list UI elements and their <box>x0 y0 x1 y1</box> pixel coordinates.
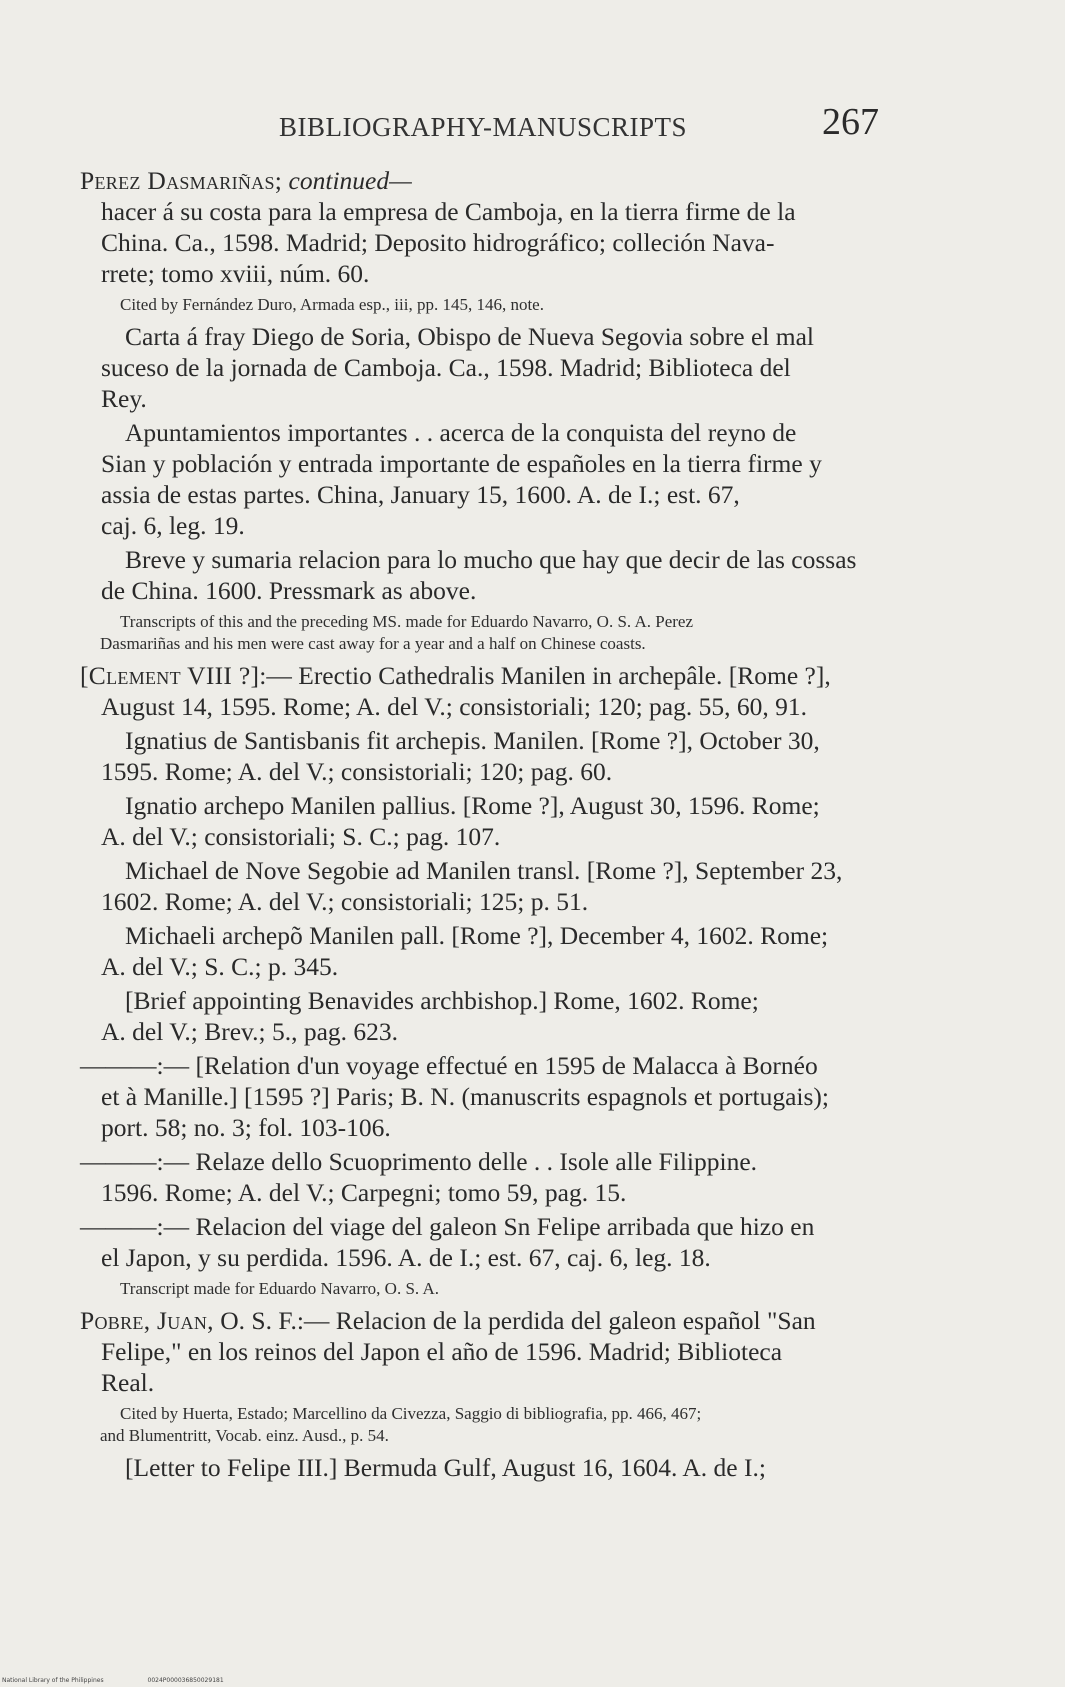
entry-michael <box>80 855 870 917</box>
entry-line: August 14, 1595. Rome; A. del V.; consistoriali; 120; pag. 55, 60, 91. <box>101 692 807 721</box>
library-label: National Library of the Philippines <box>2 1677 104 1684</box>
scan-code: 0024P000036850029181 <box>147 1677 224 1684</box>
entry-line: :— Erectio Cathedralis Manilen in archepâle. [Rome ?], <box>259 661 831 690</box>
citation-note: Transcript made for Eduardo Navarro, O. S. A. <box>120 1279 439 1298</box>
entry-line: A. del V.; S. C.; p. 345. <box>101 952 339 981</box>
entry-carta <box>80 321 870 414</box>
entry-line: 1596. Rome; A. del V.; Carpegni; tomo 59, pag. 15. <box>101 1178 627 1207</box>
author-name: Pobre, Juan, <box>80 1306 214 1335</box>
entry-relacion-viage <box>80 1211 870 1300</box>
entry-line: assia de estas partes. China, January 15, 1600. A. de I.; est. 67, <box>101 480 740 509</box>
running-head: BIBLIOGRAPHY-MANUSCRIPTS <box>279 112 688 142</box>
entry-perez-1 <box>80 165 870 316</box>
entry-line: ———:— Relacion del viage del galeon Sn Felipe arribada que hizo en <box>80 1212 815 1241</box>
entry-line: [Letter to Felipe III.] Bermuda Gulf, August 16, 1604. A. de I.; <box>125 1453 766 1482</box>
citation-note: Dasmariñas and his men were cast away for a year and a half on Chinese coasts. <box>100 634 646 653</box>
entry-relaze <box>80 1146 870 1208</box>
entry-ignatio <box>80 790 870 852</box>
citation-note: Transcripts of this and the preceding MS. made for Eduardo Navarro, O. S. A. Perez <box>120 612 693 631</box>
entry-line: et à Manille.] [1595 ?] Paris; B. N. (manuscrits espagnols et portugais); <box>101 1082 830 1111</box>
page-header <box>279 100 879 160</box>
entry-line: suceso de la jornada de Camboja. Ca., 1598. Madrid; Biblioteca del <box>101 353 791 382</box>
entry-line: A. del V.; consistoriali; S. C.; pag. 107. <box>101 822 501 851</box>
entry-heading <box>80 660 870 691</box>
citation-note: Cited by Fernández Duro, Armada esp., iii, pp. 145, 146, note. <box>120 295 544 314</box>
entry-brief <box>80 985 870 1047</box>
entry-breve <box>80 544 870 655</box>
entry-line: el Japon, y su perdida. 1596. A. de I.; est. 67, caj. 6, leg. 18. <box>101 1243 711 1272</box>
entry-line: ———:— [Relation d'un voyage effectué en 1595 de Malacca à Bornéo <box>80 1051 818 1080</box>
author-name: [Clement VIII ?] <box>80 661 260 690</box>
entry-line: caj. 6, leg. 19. <box>101 511 245 540</box>
citation-note: Cited by Huerta, Estado; Marcellino da Civezza, Saggio di bibliografia, pp. 466, 467; <box>120 1404 702 1423</box>
entry-line: Ignatio archepo Manilen pallius. [Rome ?], August 30, 1596. Rome; <box>125 791 820 820</box>
entry-line: Felipe," en los reinos del Japon el año de 1596. Madrid; Biblioteca <box>101 1337 783 1366</box>
entry-line: A. del V.; Brev.; 5., pag. 623. <box>101 1017 399 1046</box>
entry-heading <box>80 165 870 196</box>
entry-line: O. S. F.:— Relacion de la perdida del galeon español "San <box>213 1306 816 1335</box>
entry-michaeli <box>80 920 870 982</box>
entry-relation-voyage <box>80 1050 870 1143</box>
entry-apuntamientos <box>80 417 870 541</box>
entry-line: Michaeli archepõ Manilen pall. [Rome ?], December 4, 1602. Rome; <box>125 921 829 950</box>
entry-santisbanis <box>80 725 870 787</box>
entry-heading <box>80 1305 870 1336</box>
entry-line: China. Ca., 1598. Madrid; Deposito hidrográfico; colleción Nava- <box>101 228 775 257</box>
entry-letter-felipe <box>80 1452 870 1483</box>
entry-line: rrete; tomo xviii, núm. 60. <box>101 259 370 288</box>
entry-line: Sian y población y entrada importante de españoles en la tierra firme y <box>101 449 822 478</box>
entry-line: 1602. Rome; A. del V.; consistoriali; 125; p. 51. <box>101 887 589 916</box>
bibliography-body <box>80 165 870 1486</box>
entry-line: [Brief appointing Benavides archbishop.] Rome, 1602. Rome; <box>125 986 759 1015</box>
entry-line: de China. 1600. Pressmark as above. <box>101 576 477 605</box>
entry-line: hacer á su costa para la empresa de Camboja, en la tierra firme de la <box>101 197 796 226</box>
page-number: 267 <box>822 101 879 143</box>
entry-line: port. 58; no. 3; fol. 103-106. <box>101 1113 391 1142</box>
entry-line: Real. <box>101 1368 155 1397</box>
entry-line: Michael de Nove Segobie ad Manilen transl. [Rome ?], September 23, <box>125 856 843 885</box>
scan-footer <box>0 1677 1065 1687</box>
continued-label: continued— <box>288 166 412 195</box>
entry-line: Carta á fray Diego de Soria, Obispo de Nueva Segovia sobre el mal <box>125 322 814 351</box>
author-name: Perez Dasmariñas; <box>80 166 283 195</box>
entry-line: Breve y sumaria relacion para lo mucho que hay que decir de las cossas <box>125 545 857 574</box>
entry-pobre <box>80 1305 870 1447</box>
entry-line: 1595. Rome; A. del V.; consistoriali; 120; pag. 60. <box>101 757 613 786</box>
entry-line: Apuntamientos importantes . . acerca de la conquista del reyno de <box>125 418 797 447</box>
entry-clement <box>80 660 870 722</box>
entry-line: Rey. <box>101 384 147 413</box>
citation-note: and Blumentritt, Vocab. einz. Ausd., p. 54. <box>100 1426 389 1445</box>
entry-line: ———:— Relaze dello Scuoprimento delle . . Isole alle Filippine. <box>80 1147 758 1176</box>
entry-line: Ignatius de Santisbanis fit archepis. Manilen. [Rome ?], October 30, <box>125 726 820 755</box>
